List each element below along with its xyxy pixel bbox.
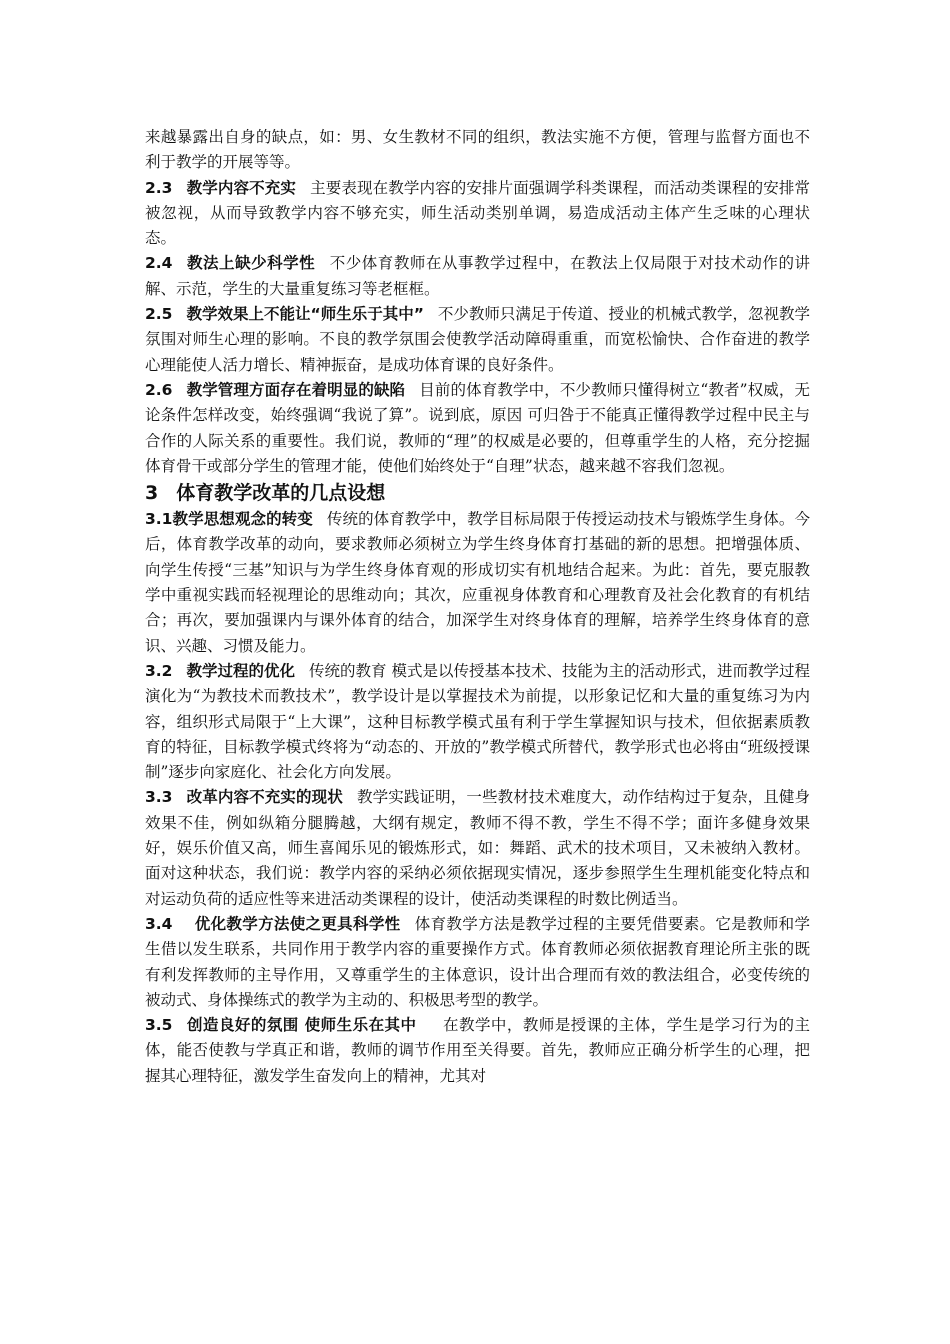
subsection-3-3 bbox=[145, 785, 810, 911]
document-page bbox=[145, 125, 810, 1089]
subsection-number: 2.4 bbox=[145, 254, 173, 273]
subsection-number: 3.1 bbox=[145, 510, 173, 529]
subsection-3-4 bbox=[145, 912, 810, 1013]
subsection-number: 3.3 bbox=[145, 788, 173, 807]
subsection-number: 3.5 bbox=[145, 1016, 173, 1035]
subsection-number: 2.6 bbox=[145, 380, 173, 399]
subsection-3-5 bbox=[145, 1013, 810, 1089]
section-title: 体育教学改革的几点设想 bbox=[176, 482, 386, 505]
subsection-body: 体育教学方法是教学过程的主要凭借要素。它是教师和学生借以发生联系，共同作用于教学内容的重要操作方式。体育教师必须依据教育理论所主张的既有利发挥教师的主导作用，又尊重学生的主体意识，设计出合理而有效的教法组合，必变传统的被动式、身体操练式的教学为主动的、积极思考型的教学。 bbox=[145, 914, 810, 1009]
subsection-2-3 bbox=[145, 176, 810, 252]
subsection-body: 不少教师只满足于传道、授业的机械式教学，忽视教学氛围对师生心理的影响。不良的教学氛围会使教学活动障碍重重，而宽松愉快、合作奋进的教学心理能使人活力增长、精神振奋，是成功体育课的良好条件。 bbox=[145, 305, 810, 374]
subsection-2-6 bbox=[145, 378, 810, 479]
subsection-number: 3.2 bbox=[145, 661, 173, 680]
subsection-body: 在教学中，教师是授课的主体，学生是学习行为的主体，能否使教与学真正和谐，教师的调节作用至关得要。首先，教师应正确分析学生的心理，把握其心理特征，激发学生奋发向上的精神，尤其对 bbox=[145, 1016, 810, 1085]
subsection-heading: 优化教学方法使之更具科学性 bbox=[194, 914, 401, 933]
subsection-number: 2.3 bbox=[145, 178, 173, 197]
subsection-heading: 教学管理方面存在着明显的缺陷 bbox=[186, 380, 406, 399]
subsection-number: 2.5 bbox=[145, 305, 173, 324]
subsection-body: 不少体育教师在从事教学过程中，在教法上仅局限于对技术动作的讲解、示范，学生的大量重复练习等老框框。 bbox=[145, 254, 810, 298]
section-heading-3 bbox=[145, 479, 810, 507]
subsection-body: 目前的体育教学中，不少教师只懂得树立“教者”权威，无论条件怎样改变，始终强调“我说了算”。说到底，原因 可归咎于不能真正懂得教学过程中民主与合作的人际关系的重要性。我们说，教师的“理”的权威是必要的，但尊重学生的人格，充分挖掘体育骨干或部分学生的管理才能，使他们始终处于“自理”状态，越来越不容我们忽视。 bbox=[145, 380, 810, 475]
subsection-body: 教学实践证明，一些教材技术难度大，动作结构过于复杂，且健身效果不佳，例如纵箱分腿腾越，大纲有规定，教师不得不教，学生不得不学；面许多健身效果好，娱乐价值又高，师生喜闻乐见的锻炼形式，如：舞蹈、武术的技术项目，又未被纳入教材。面对这种状态，我们说：教学内容的采纳必须依据现实情况，逐步参照学生生理机能变化特点和对运动负荷的适应性等来进活动类课程的设计，使活动类课程的时数比例适当。 bbox=[145, 788, 810, 908]
subsection-heading: 教法上缺少科学性 bbox=[186, 254, 316, 273]
subsection-heading: 创造良好的氛围 使师生乐在其中 bbox=[186, 1016, 417, 1035]
subsection-2-5 bbox=[145, 302, 810, 378]
subsection-heading: 教学过程的优化 bbox=[186, 661, 295, 680]
subsection-body: 传统的教育 模式是以传授基本技术、技能为主的活动形式，进而教学过程演化为“为教技术而教技术”，教学设计是以掌握技术为前提，以形象记忆和大量的重复练习为内容，组织形式局限于“上大课”，这种目标教学模式虽有利于学生掌握知识与技术，但依据素质教育的特征，目标教学模式终将为“动态的、开放的”教学模式所替代，教学形式也必将由“班级授课制”逐步向家庭化、社会化方向发展。 bbox=[145, 661, 810, 782]
subsection-number: 3.4 bbox=[145, 914, 173, 933]
subsection-2-4 bbox=[145, 251, 810, 302]
continued-paragraph: 来越暴露出自身的缺点，如：男、女生教材不同的组织，教法实施不方便，管理与监督方面也不利于教学的开展等等。 bbox=[145, 128, 810, 172]
subsection-heading: 教学思想观念的转变 bbox=[172, 510, 313, 529]
subsection-heading: 教学效果上不能让“师生乐于其中” bbox=[186, 305, 424, 324]
subsection-3-2 bbox=[145, 659, 810, 785]
section-number: 3 bbox=[145, 482, 159, 505]
subsection-heading: 教学内容不充实 bbox=[186, 178, 296, 197]
subsection-3-1 bbox=[145, 507, 810, 659]
subsection-heading: 改革内容不充实的现状 bbox=[186, 788, 343, 807]
subsection-body: 传统的体育教学中，教学目标局限于传授运动技术与锻炼学生身体。今后，体育教学改革的动向，要求教师必须树立为学生终身体育打基础的新的思想。把增强体质、向学生传授“三基”知识与为学生终身体育观的形成切实有机地结合起来。为此：首先，要克服教学中重视实践而轻视理论的思维动向；其次，应重视身体教育和心理教育及社会化教育的有机结合；再次，要加强课内与课外体育的结合，加深学生对终身体育的理解，培养学生终身体育的意识、兴趣、习惯及能力。 bbox=[145, 510, 810, 655]
subsection-body: 主要表现在教学内容的安排片面强调学科类课程，而活动类课程的安排常被忽视，从而导致教学内容不够充实，师生活动类别单调，易造成活动主体产生乏味的心理状态。 bbox=[145, 178, 810, 248]
